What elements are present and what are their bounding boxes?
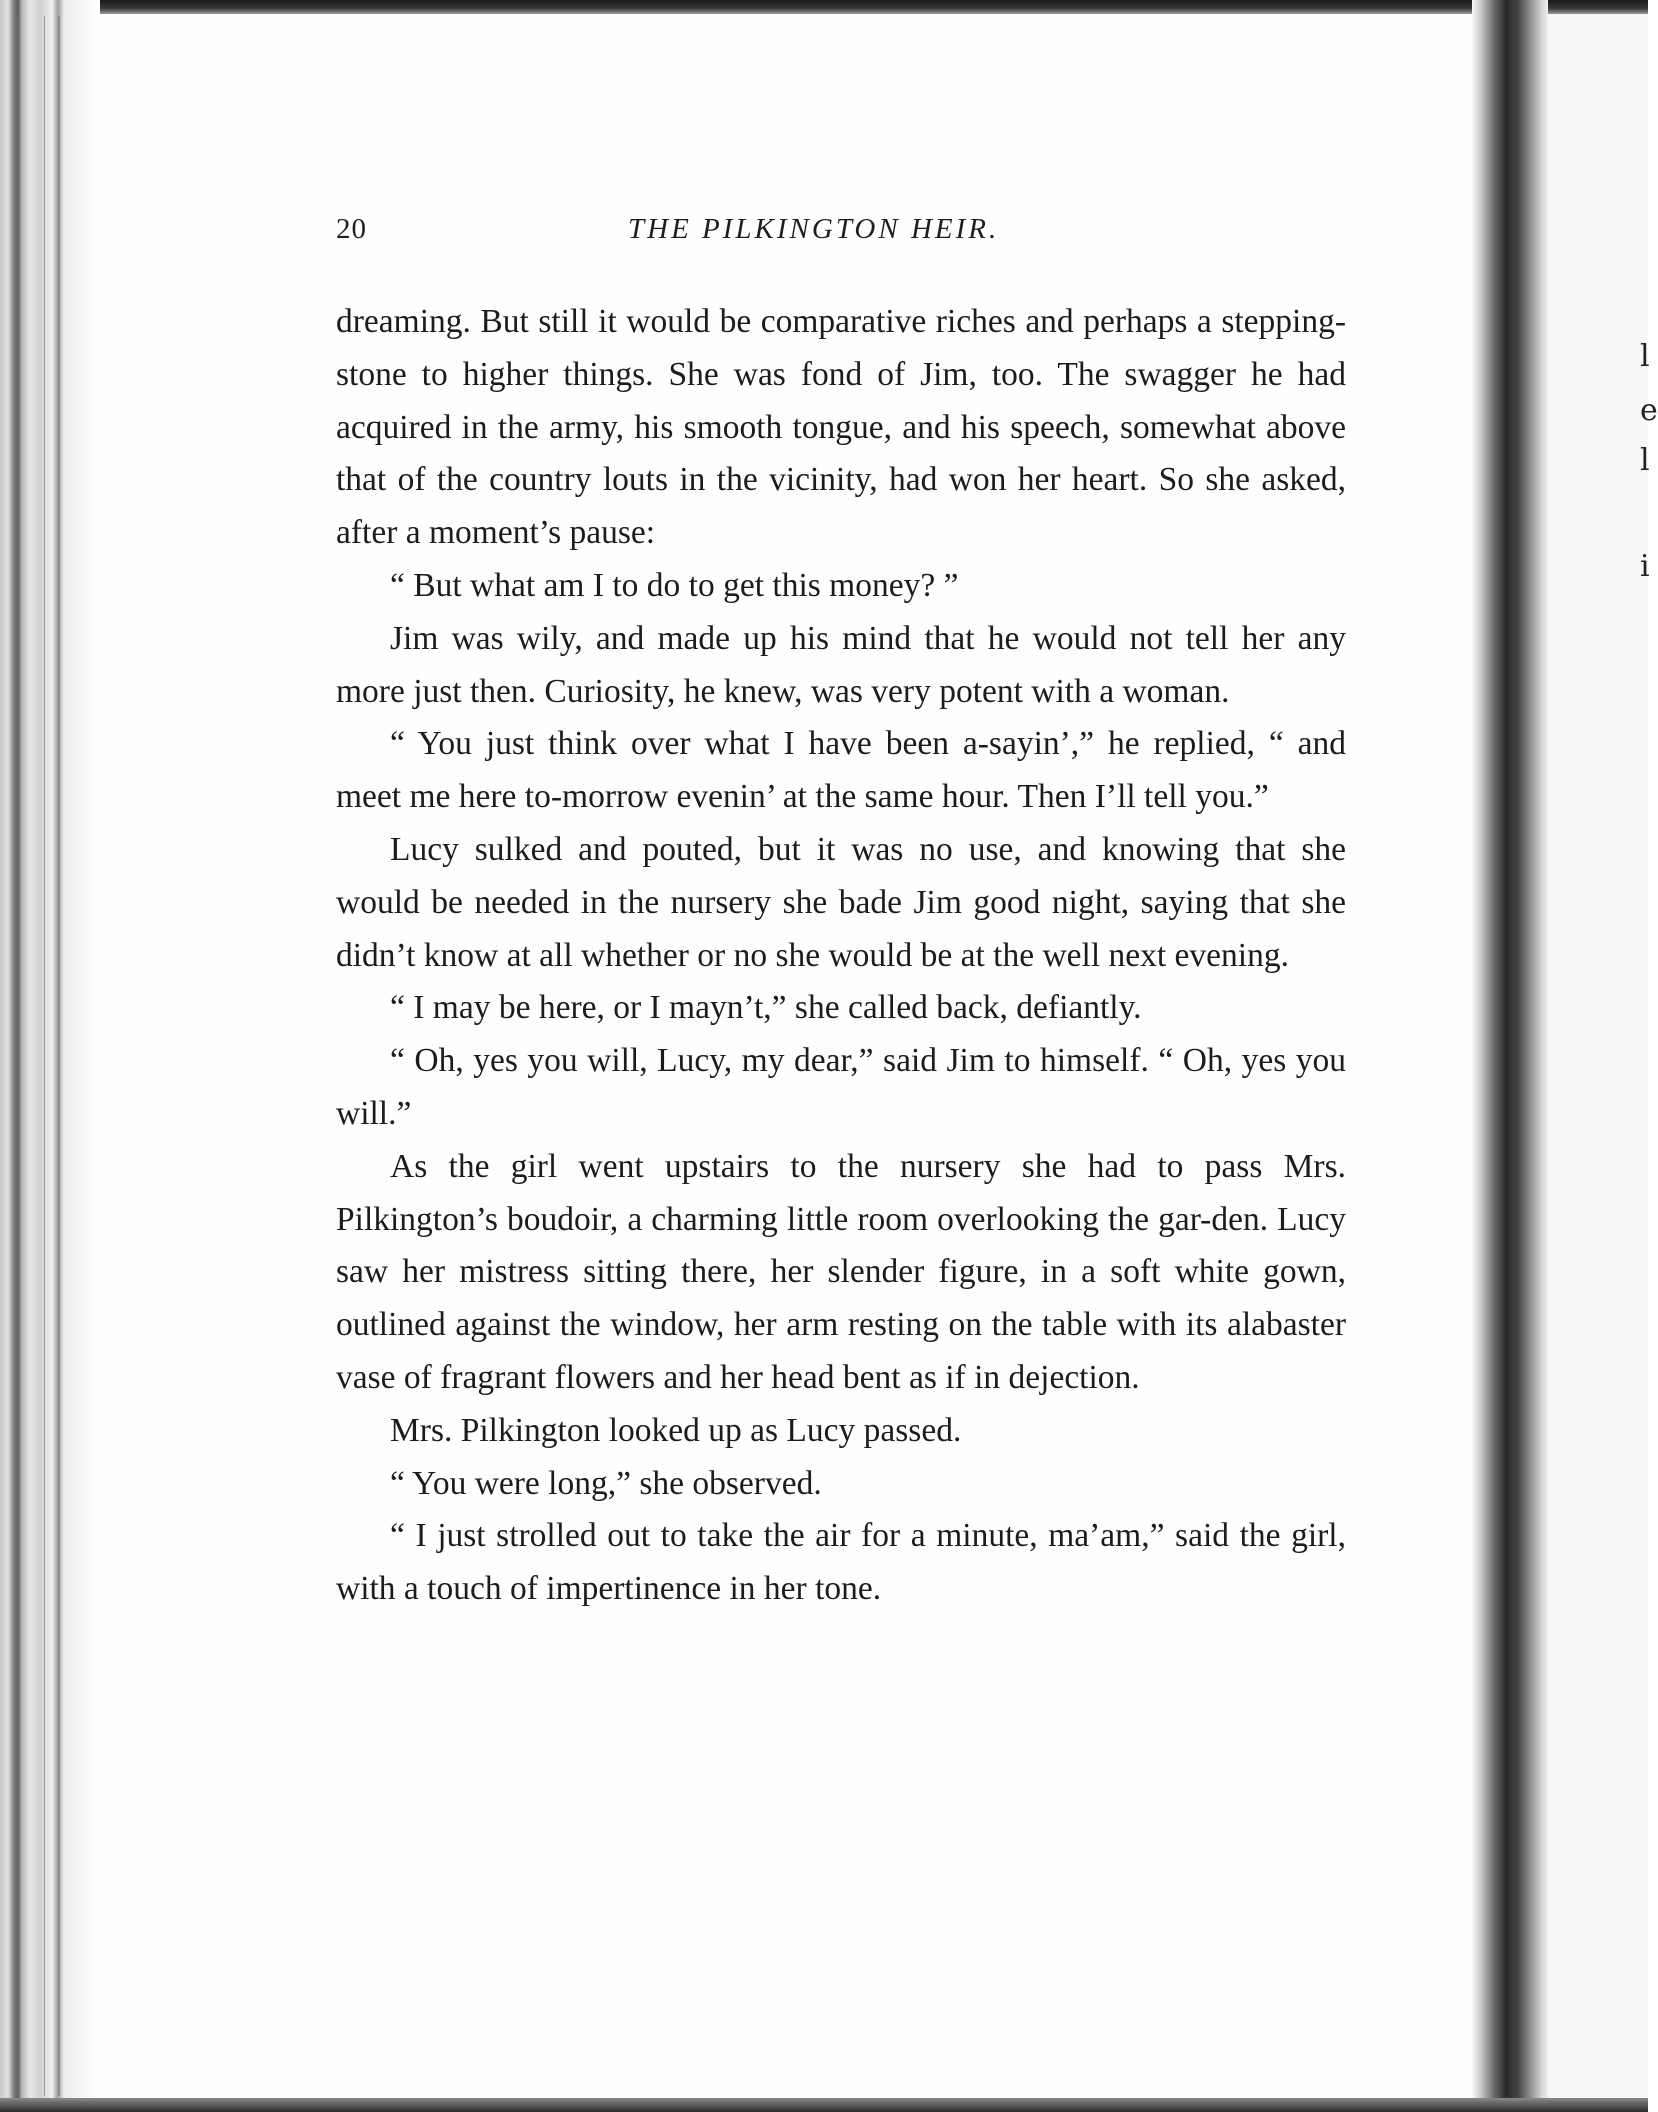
book-gutter-shadow bbox=[1472, 0, 1548, 2112]
paragraph: dreaming. But still it would be comparative riches and perhaps a stepping-stone to higher things. She was fond of Jim, too. The swagger he had acquired in the army, his smooth tongue, and his speech, somewhat above that of the country louts in the vicinity, had won her heart. So she asked, after a moment’s pause: bbox=[336, 303, 1346, 552]
paragraph: “ You were long,” she observed. bbox=[390, 1464, 822, 1502]
paragraph: Mrs. Pilkington looked up as Lucy passed. bbox=[390, 1411, 962, 1449]
page-body-text bbox=[336, 296, 1346, 1616]
facing-page-fragment: e bbox=[1640, 393, 1658, 428]
binding-line bbox=[58, 16, 60, 2096]
paragraph: Lucy sulked and pouted, but it was no use, and knowing that she would be needed in the nursery she bade Jim good night, saying that she didn’t know at all whether or no she would be at the well next evening. bbox=[336, 830, 1346, 974]
running-title: THE PILKINGTON HEIR. bbox=[628, 213, 1000, 245]
paragraph: “ I may be here, or I mayn’t,” she called back, defiantly. bbox=[390, 989, 1142, 1027]
binding-line bbox=[44, 16, 45, 2096]
paragraph: “ Oh, yes you will, Lucy, my dear,” said Jim to himself. “ Oh, yes you will.” bbox=[336, 1042, 1346, 1132]
facing-page-fragment: l bbox=[1640, 443, 1650, 478]
left-binding-edge bbox=[0, 0, 100, 2112]
page-number: 20 bbox=[336, 213, 367, 245]
facing-page-fragment: i bbox=[1640, 549, 1650, 584]
page-header bbox=[336, 213, 1346, 253]
paragraph: “ I just strolled out to take the air for a minute, ma’am,” said the girl, with a touch of impertinence in her tone. bbox=[336, 1517, 1346, 1608]
paragraph: “ But what am I to do to get this money? ” bbox=[390, 566, 959, 604]
scan-bottom-edge bbox=[0, 2098, 1648, 2112]
binding-line bbox=[16, 16, 18, 2096]
paragraph: “ You just think over what I have been a-sayin’,” he replied, “ and meet me here to-morrow evenin’ at the same hour. Then I’ll tell you.” bbox=[336, 725, 1346, 816]
facing-page-edge bbox=[1548, 14, 1648, 2098]
scan-top-edge bbox=[0, 0, 1648, 14]
paragraph: As the girl went upstairs to the nursery she had to pass Mrs. Pilkington’s boudoir, a charming little room overlooking the gar-den. Lucy saw her mistress sitting there, her slender figure, in a soft white gown, outlined against the window, her arm resting on the table with its alabaster vase of fragrant flowers and her head bent as if in dejection. bbox=[336, 1147, 1346, 1396]
paragraph: Jim was wily, and made up his mind that he would not tell her any more just then. Curiosity, he knew, was very potent with a woman. bbox=[336, 619, 1346, 710]
facing-page-fragment: l bbox=[1640, 339, 1650, 374]
